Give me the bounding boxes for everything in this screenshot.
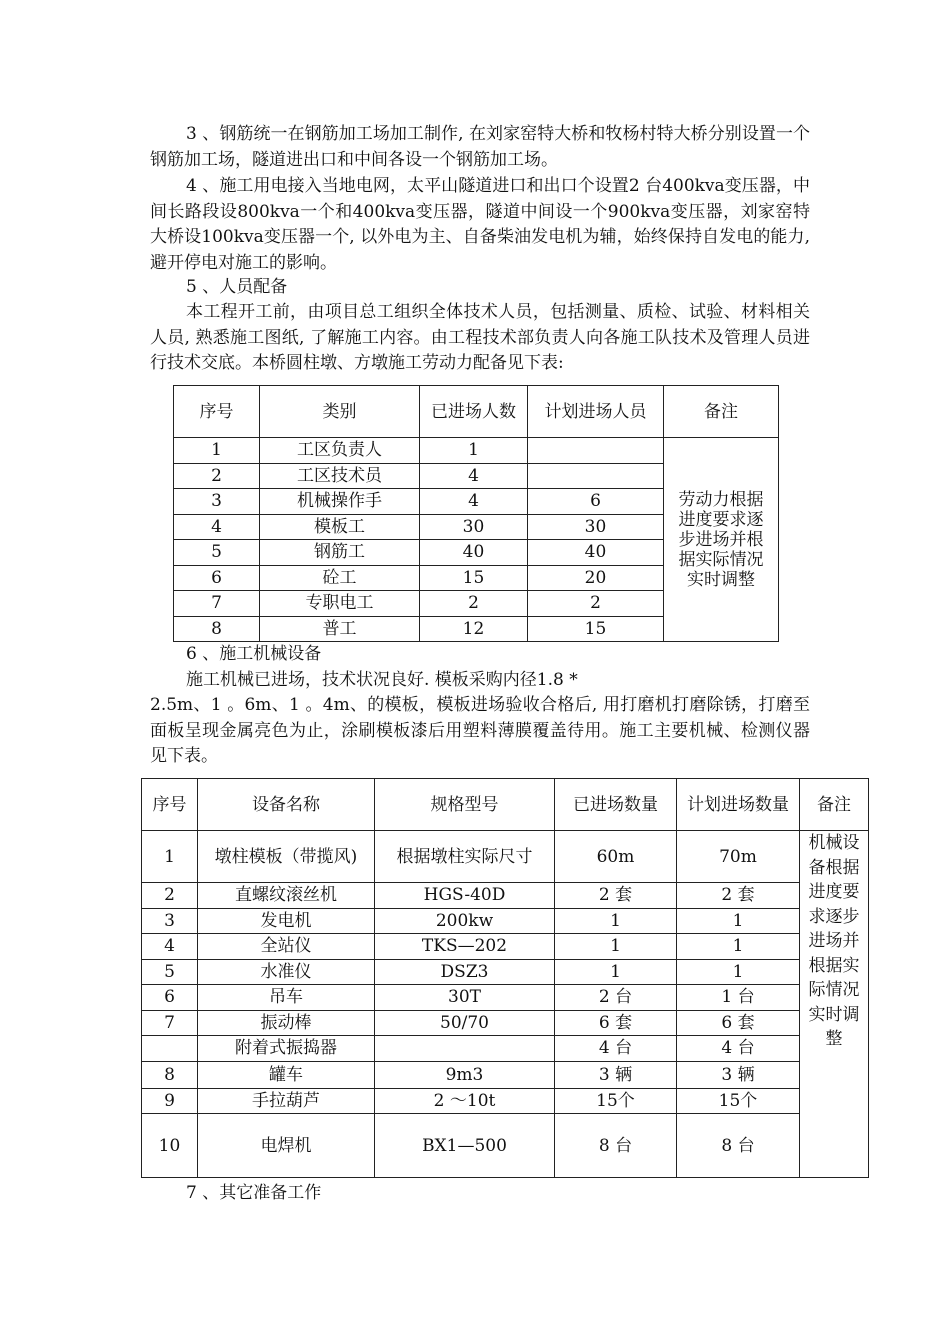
- table-cell: 附着式振捣器: [198, 1036, 375, 1062]
- equipment-header-cell: 设备名称: [198, 779, 375, 831]
- table-row: [142, 985, 869, 1011]
- heading-other-preparation: 7 、其它准备工作: [186, 1183, 322, 1203]
- table-cell: TKS—202: [375, 934, 555, 960]
- staff-header-cell: 备注: [664, 386, 779, 438]
- table-cell: 6 套: [677, 1010, 800, 1036]
- table-cell: 4 台: [677, 1036, 800, 1062]
- table-cell: 普工: [260, 616, 420, 642]
- table-cell: 40: [420, 540, 528, 566]
- table-cell: 5: [174, 540, 260, 566]
- table-row: [142, 831, 869, 883]
- table-row: [142, 883, 869, 909]
- table-cell: 9m3: [375, 1061, 555, 1088]
- table-cell: [142, 1036, 198, 1062]
- table-cell: 5: [142, 959, 198, 985]
- table-cell: 3 辆: [555, 1061, 677, 1088]
- table-cell: 2: [420, 591, 528, 617]
- table-cell: 4: [420, 463, 528, 489]
- table-cell: 专职电工: [260, 591, 420, 617]
- table-cell: 砼工: [260, 565, 420, 591]
- table-row: [142, 1088, 869, 1114]
- equipment-remark-cell: 机械设备根据进度要求逐步进场并根据实际情况实时调整: [800, 831, 869, 1178]
- table-cell: 1: [677, 934, 800, 960]
- heading-machinery: 6 、施工机械设备: [186, 644, 322, 664]
- equipment-table-header: [142, 779, 869, 831]
- table-cell: [528, 463, 664, 489]
- table-cell: 1 台: [677, 985, 800, 1011]
- table-cell: 工区技术员: [260, 463, 420, 489]
- table-cell: 3: [174, 489, 260, 515]
- table-cell: 20: [528, 565, 664, 591]
- table-cell: 1: [677, 959, 800, 985]
- table-cell: 2 套: [677, 883, 800, 909]
- equipment-table: [141, 778, 869, 1178]
- table-cell: 70m: [677, 831, 800, 883]
- table-cell: 1: [420, 438, 528, 464]
- paragraph-staffing: 本工程开工前，由项目总工组织全体技术人员，包括测量、质检、试验、材料相关人员, 熟悉施工图纸, 了解施工内容。由工程技术部负责人向各施工队技术及管理人员进行技术交底。本桥圆柱墩、方墩施工劳动力配备见下表:: [150, 302, 810, 373]
- paragraph-rebar: 3 、钢筋统一在钢筋加工场加工制作, 在刘家窑特大桥和牧杨村特大桥分别设置一个钢筋加工场，隧道进出口和中间各设一个钢筋加工场。: [150, 124, 810, 170]
- staff-header-cell: 已进场人数: [420, 386, 528, 438]
- table-cell: 7: [174, 591, 260, 617]
- table-cell: 30T: [375, 985, 555, 1011]
- staff-header-cell: 序号: [174, 386, 260, 438]
- table-cell: 机械操作手: [260, 489, 420, 515]
- table-cell: 2: [174, 463, 260, 489]
- table-cell: 发电机: [198, 908, 375, 934]
- table-cell: 墩柱模板（带揽风): [198, 831, 375, 883]
- table-row: [142, 908, 869, 934]
- table-cell: 15个: [677, 1088, 800, 1114]
- paragraph-power: 4 、施工用电接入当地电网，太平山隧道进口和出口个设置2 台400kva变压器，中间长路段设800kva一个和400kva变压器，隧道中间设一个900kva变压器，刘家窑特大桥设100kva变压器一个, 以外电为主、自备柴油发电机为辅，始终保持自发电的能力, 避开停电对施工的影响。: [150, 176, 810, 273]
- table-cell: 12: [420, 616, 528, 642]
- table-cell: 1: [555, 908, 677, 934]
- table-row: [142, 1061, 869, 1088]
- heading-staffing: 5 、人员配备: [186, 277, 288, 297]
- table-cell: 2: [528, 591, 664, 617]
- table-cell: 直螺纹滚丝机: [198, 883, 375, 909]
- table-cell: 15: [420, 565, 528, 591]
- table-cell: 6: [142, 985, 198, 1011]
- staff-table: [173, 385, 779, 642]
- table-cell: 60m: [555, 831, 677, 883]
- table-cell: 6: [174, 565, 260, 591]
- equipment-header-cell: 已进场数量: [555, 779, 677, 831]
- table-cell: 2: [142, 883, 198, 909]
- table-row: [142, 1036, 869, 1062]
- table-cell: 水准仪: [198, 959, 375, 985]
- table-cell: 2 ～10t: [375, 1088, 555, 1114]
- table-cell: [528, 438, 664, 464]
- paragraph-machinery-intro: 施工机械已进场，技术状况良好. 模板采购内径1.8 *: [186, 670, 578, 690]
- table-cell: 8 台: [555, 1114, 677, 1178]
- equipment-header-cell: 规格型号: [375, 779, 555, 831]
- table-cell: 全站仪: [198, 934, 375, 960]
- table-cell: 3: [142, 908, 198, 934]
- table-cell: 30: [420, 514, 528, 540]
- table-cell: 3 辆: [677, 1061, 800, 1088]
- table-cell: 50/70: [375, 1010, 555, 1036]
- table-cell: [375, 1036, 555, 1062]
- table-row: [142, 959, 869, 985]
- table-row: [142, 1010, 869, 1036]
- table-row: [142, 1114, 869, 1178]
- table-cell: 6 套: [555, 1010, 677, 1036]
- table-cell: 6: [528, 489, 664, 515]
- table-cell: 2 台: [555, 985, 677, 1011]
- table-cell: 7: [142, 1010, 198, 1036]
- table-cell: 15: [528, 616, 664, 642]
- table-cell: 4: [174, 514, 260, 540]
- table-row: [142, 934, 869, 960]
- staff-header-cell: 类别: [260, 386, 420, 438]
- table-cell: 1: [174, 438, 260, 464]
- paragraph-machinery: 2.5m、1 。6m、1 。4m、的模板，模板进场验收合格后, 用打磨机打磨除锈，打磨至面板呈现金属亮色为止，涂刷模板漆后用塑料薄膜覆盖待用。施工主要机械、检测仪器见下表。: [150, 695, 810, 766]
- table-cell: 模板工: [260, 514, 420, 540]
- table-cell: BX1—500: [375, 1114, 555, 1178]
- table-cell: 200kw: [375, 908, 555, 934]
- table-cell: 8: [174, 616, 260, 642]
- table-cell: 电焊机: [198, 1114, 375, 1178]
- table-cell: 1: [555, 934, 677, 960]
- table-cell: 4 台: [555, 1036, 677, 1062]
- table-cell: 工区负责人: [260, 438, 420, 464]
- table-cell: 钢筋工: [260, 540, 420, 566]
- table-cell: 1: [142, 831, 198, 883]
- table-cell: 1: [677, 908, 800, 934]
- equipment-header-cell: 备注: [800, 779, 869, 831]
- table-cell: DSZ3: [375, 959, 555, 985]
- table-cell: HGS-40D: [375, 883, 555, 909]
- table-cell: 10: [142, 1114, 198, 1178]
- table-cell: 9: [142, 1088, 198, 1114]
- staff-remark-cell: 劳动力根据进度要求逐步进场并根据实际情况实时调整: [664, 438, 779, 642]
- staff-table-header: [174, 386, 779, 438]
- equipment-header-cell: 计划进场数量: [677, 779, 800, 831]
- table-cell: 4: [142, 934, 198, 960]
- table-cell: 8 台: [677, 1114, 800, 1178]
- table-cell: 4: [420, 489, 528, 515]
- table-cell: 2 套: [555, 883, 677, 909]
- table-row: [174, 438, 779, 464]
- equipment-header-cell: 序号: [142, 779, 198, 831]
- table-cell: 根据墩柱实际尺寸: [375, 831, 555, 883]
- table-cell: 30: [528, 514, 664, 540]
- table-cell: 8: [142, 1061, 198, 1088]
- table-cell: 1: [555, 959, 677, 985]
- table-cell: 吊车: [198, 985, 375, 1011]
- table-cell: 振动棒: [198, 1010, 375, 1036]
- table-cell: 手拉葫芦: [198, 1088, 375, 1114]
- table-cell: 15个: [555, 1088, 677, 1114]
- table-cell: 40: [528, 540, 664, 566]
- table-cell: 罐车: [198, 1061, 375, 1088]
- staff-header-cell: 计划进场人员: [528, 386, 664, 438]
